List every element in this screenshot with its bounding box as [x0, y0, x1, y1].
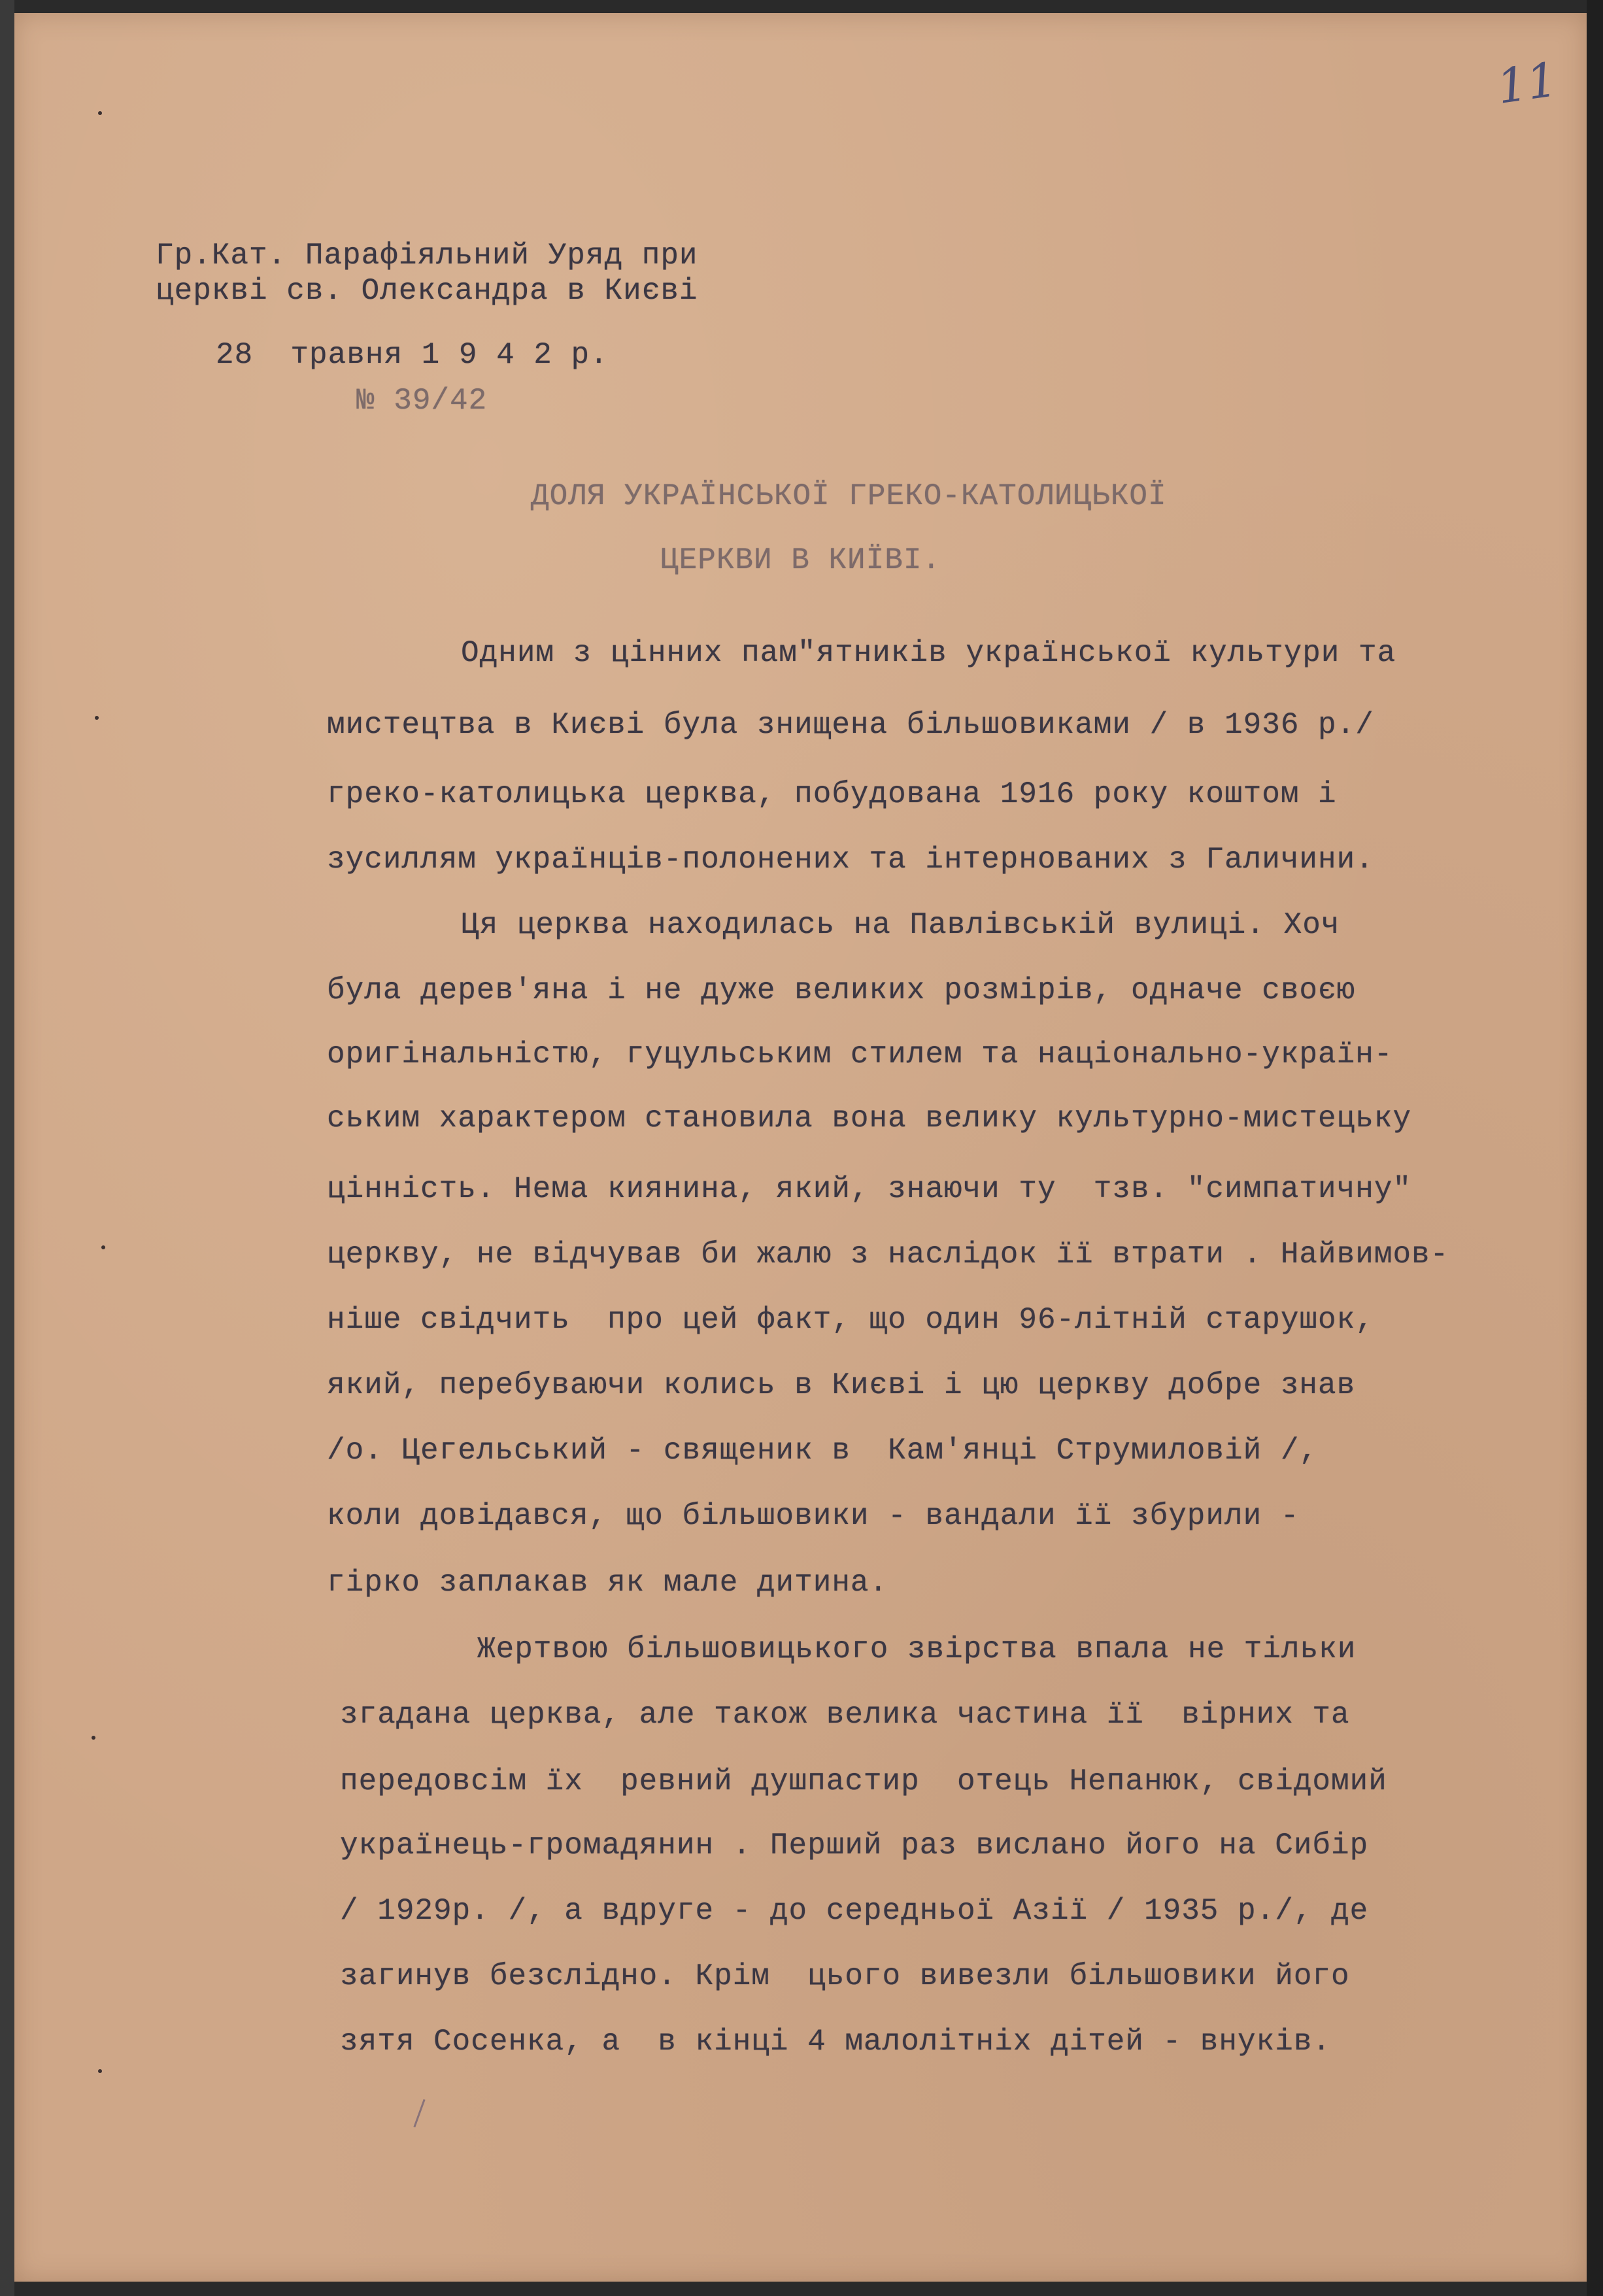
- body-line: Ця церква находилась на Павлівській вулиці. Хоч: [461, 908, 1340, 942]
- body-line: греко-католицька церква, побудована 1916 року коштом і: [327, 777, 1337, 811]
- body-line: українець-громадянин . Перший раз вислано його на Сибір: [340, 1829, 1369, 1863]
- body-line: загинув безслідно. Крім цього вивезли більшовики його: [340, 1959, 1350, 1993]
- body-line: який, перебуваючи колись в Києві і цю церкву добре знав: [327, 1368, 1356, 1402]
- scan-frame-right: [1587, 0, 1603, 2296]
- stray-mark: [95, 716, 99, 720]
- stray-mark: [98, 111, 102, 115]
- stray-mark: [101, 1245, 105, 1249]
- body-line: мистецтва в Києві була знищена більшовиками / в 1936 р./: [327, 708, 1374, 742]
- stray-mark: [98, 2069, 102, 2073]
- stray-mark: [92, 1736, 95, 1740]
- body-line: ським характером становила вона велику культурно-мистецьку: [327, 1102, 1412, 1136]
- body-line: /о. Цегельський - священик в Кам'янці Струмиловій /,: [327, 1434, 1319, 1468]
- scan-frame-left: [0, 0, 14, 2296]
- header-date: 28 травня 1 9 4 2 р.: [216, 338, 609, 372]
- body-line: Жертвою більшовицького звірства впала не тільки: [477, 1632, 1357, 1666]
- body-line: церкву, не відчував би жалю з наслідок її втрати . Найвимов-: [327, 1238, 1449, 1272]
- body-line: згадана церква, але також велика частина її вірних та: [340, 1698, 1350, 1732]
- title-line-1: ДОЛЯ УКРАЇНСЬКОЇ ГРЕКО-КАТОЛИЦЬКОЇ: [531, 479, 1167, 513]
- body-line: зятя Сосенка, а в кінці 4 малолітніх дітей - внуків.: [340, 2025, 1332, 2059]
- body-line: ніше свідчить про цей факт, що один 96-літній старушок,: [327, 1303, 1374, 1337]
- header-number: № 39/42: [356, 384, 488, 418]
- page-number: 11: [1493, 52, 1561, 114]
- body-line: коли довідався, що більшовики - вандали її збурили -: [327, 1499, 1300, 1533]
- header-line-2: церкві св. Олександра в Києві: [156, 274, 698, 308]
- body-line: була дерев'яна і не дуже великих розмірів, одначе своєю: [327, 973, 1356, 1007]
- body-line: / 1929р. /, а вдруге - до середньої Азії / 1935 р./, де: [340, 1894, 1369, 1928]
- body-line: Одним з цінних пам"ятників української культури та: [461, 636, 1396, 670]
- header-line-1: Гр.Кат. Парафіяльний Уряд при: [156, 239, 698, 273]
- title-line-2: ЦЕРКВИ В КИЇВІ.: [660, 543, 941, 577]
- body-line: передовсім їх ревний душпастир отець Непанюк, свідомий: [340, 1764, 1387, 1798]
- body-line: гірко заплакав як мале дитина.: [327, 1566, 888, 1600]
- body-line: зусиллям українців-полонених та інтернованих з Галичини.: [327, 843, 1374, 877]
- body-line: цінність. Нема киянина, який, знаючи ту тзв. "симпатичну": [327, 1172, 1412, 1206]
- body-line: оригінальністю, гуцульським стилем та національно-україн-: [327, 1038, 1393, 1072]
